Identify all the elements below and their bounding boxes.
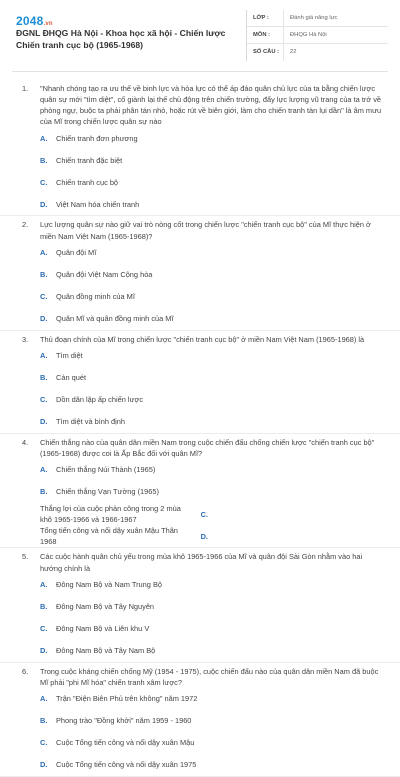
info-row-count xyxy=(247,44,388,61)
question-number: 5. xyxy=(22,552,29,562)
option-text: Cuộc Tổng tiến công và nổi dậy xuân 1975 xyxy=(56,760,197,770)
question-item xyxy=(0,331,400,434)
option-letter: A. xyxy=(40,133,48,143)
option-text: Đông Nam Bộ và Nam Trung Bộ xyxy=(56,580,162,590)
question-stem xyxy=(22,216,386,241)
option-letter: B. xyxy=(40,155,48,165)
question-list xyxy=(0,80,400,777)
question-text: Chiến thắng nào của quân dân miền Nam trong cuộc chiến đấu chống chiến lược "chiến tranh cục bộ" (1965-1968) được coi là Ấp Bắc đối với quân Mĩ? xyxy=(40,437,375,458)
option-letter: C. xyxy=(40,738,48,748)
answer-options xyxy=(22,345,386,433)
option-letter: C. xyxy=(40,624,48,634)
option-text: Thắng lợi của cuộc phản công trong 2 mùa khô 1965-1966 và 1966-1967 xyxy=(40,503,181,525)
info-value: Đánh giá năng lực xyxy=(283,10,337,26)
question-text: Các cuộc hành quân chủ yếu trong mùa khô 1965-1966 của Mĩ và quân đội Sài Gòn nhằm vào hai hướng chính là xyxy=(40,552,363,573)
logo-suffix: .vn xyxy=(43,21,53,27)
option-letter: D. xyxy=(40,417,48,427)
answer-option[interactable] xyxy=(40,171,216,193)
option-text: Càn quét xyxy=(56,373,86,383)
option-letter: A. xyxy=(40,694,48,704)
option-text: Chiến tranh cục bộ xyxy=(56,177,119,187)
option-text: Phong trào "Đồng khởi" năm 1959 - 1960 xyxy=(56,716,192,726)
option-letter: C. xyxy=(40,292,48,302)
option-letter: C. xyxy=(200,509,208,519)
option-text: Đông Nam Bộ và Tây Nam Bộ xyxy=(56,646,156,656)
question-item xyxy=(0,434,400,549)
option-letter: D. xyxy=(40,760,48,770)
option-text: Đông Nam Bộ và Tây Nguyên xyxy=(56,602,155,612)
option-text: Chiến thắng Vạn Tường (1965) xyxy=(56,487,159,497)
question-item xyxy=(0,80,400,216)
option-letter: B. xyxy=(40,487,48,497)
info-label: LỚP : xyxy=(253,14,269,21)
answer-option[interactable] xyxy=(40,389,216,411)
option-letter: D. xyxy=(200,531,208,541)
question-stem xyxy=(22,548,386,573)
option-text: Chiến thắng Núi Thành (1965) xyxy=(56,465,156,475)
answer-option[interactable] xyxy=(40,345,216,367)
info-table xyxy=(246,10,388,61)
question-stem xyxy=(22,331,386,345)
answer-option[interactable] xyxy=(40,503,216,525)
answer-option[interactable] xyxy=(40,367,216,389)
option-letter: A. xyxy=(40,465,48,475)
question-number: 1. xyxy=(22,84,29,93)
page-title: ĐGNL ĐHQG Hà Nội - Khoa học xã hội - Chiến lược Chiến tranh cục bộ (1965-1968) xyxy=(16,28,226,50)
answer-option[interactable] xyxy=(40,618,216,640)
worksheet-header xyxy=(0,0,400,72)
info-row-subject xyxy=(247,27,388,44)
answer-option[interactable] xyxy=(40,596,216,618)
option-letter: A. xyxy=(40,248,48,258)
info-value: 22 xyxy=(283,44,296,61)
answer-option[interactable] xyxy=(40,710,216,732)
option-letter: A. xyxy=(40,351,48,361)
question-stem xyxy=(22,80,386,127)
option-text: Tìm diệt xyxy=(56,351,83,361)
option-text: Tổng tiến công và nổi dậy xuân Mậu Thân 1968 xyxy=(40,526,178,547)
header-divider xyxy=(12,71,388,72)
option-letter: D. xyxy=(40,646,48,656)
option-text: Dồn dân lập ấp chiến lược xyxy=(56,395,144,405)
question-number: 4. xyxy=(22,437,29,447)
option-letter: C. xyxy=(40,395,48,405)
option-letter: D. xyxy=(40,314,48,324)
option-letter: B. xyxy=(40,270,48,280)
info-row-class xyxy=(247,10,388,27)
answer-option[interactable] xyxy=(40,525,216,547)
answer-option[interactable] xyxy=(40,149,216,171)
question-text: Thủ đoạn chính của Mĩ trong chiến lược "chiến tranh cục bộ" ở miền Nam Việt Nam (1965-1968) là xyxy=(40,334,365,344)
info-value: ĐHQG Hà Nội xyxy=(283,27,327,43)
option-letter: C. xyxy=(40,177,48,187)
question-item xyxy=(0,663,400,777)
option-text: Quân đội Mĩ xyxy=(56,248,97,258)
question-item xyxy=(0,216,400,330)
answer-option[interactable] xyxy=(40,193,216,215)
answer-options xyxy=(22,242,386,330)
option-text: Đông Nam Bộ và Liên khu V xyxy=(56,624,150,634)
option-text: Quân đồng minh của Mĩ xyxy=(56,292,135,302)
logo-text: 2048 xyxy=(16,14,44,28)
answer-option[interactable] xyxy=(40,459,216,481)
answer-options xyxy=(22,688,386,776)
option-text: Trận "Điện Biên Phủ trên không" năm 1972 xyxy=(56,694,198,704)
answer-option[interactable] xyxy=(40,574,216,596)
answer-options xyxy=(22,127,386,215)
answer-option[interactable] xyxy=(40,640,216,662)
option-letter: D. xyxy=(40,199,48,209)
option-text: Chiến tranh đơn phương xyxy=(56,133,138,143)
question-stem xyxy=(22,663,386,688)
answer-option[interactable] xyxy=(40,732,216,754)
question-text: "Nhanh chóng tạo ra ưu thế về binh lực và hỏa lực có thể áp đảo quân chủ lực của ta bằng chiến lược quân sự mới "tìm diệt", cố giành lại thế chủ động trên chiến trường, đẩy lực lượng vũ trang của ta trở về phòng ngự, buộc ta phải phân tán nhỏ, hoặc rút về biên giới, làm cho chiến tranh tàn lụi dần" là âm mưu của Mĩ trong chiến lược quân sự nào xyxy=(40,84,382,127)
question-text: Trong cuộc kháng chiến chống Mỹ (1954 - 1975), cuộc chiến đấu nào của quân dân miền Nam đã buộc Mĩ phải "phi Mĩ hóa" chiến tranh xâm lược? xyxy=(40,666,379,687)
option-text: Quân đội Việt Nam Cộng hòa xyxy=(56,270,153,280)
question-number: 3. xyxy=(22,334,29,344)
answer-option[interactable] xyxy=(40,242,216,264)
question-number: 2. xyxy=(22,220,29,230)
option-letter: B. xyxy=(40,602,48,612)
option-text: Chiến tranh đặc biệt xyxy=(56,155,123,165)
answer-option[interactable] xyxy=(40,264,216,286)
question-text: Lực lượng quân sự nào giữ vai trò nòng cốt trong chiến lược "chiến tranh cục bộ" của Mĩ thực hiện ở miền Nam Việt Nam (1965-1968)? xyxy=(40,220,371,241)
option-text: Quân Mĩ và quân đồng minh của Mĩ xyxy=(56,314,174,324)
answer-option[interactable] xyxy=(40,688,216,710)
option-letter: B. xyxy=(40,716,48,726)
answer-option[interactable] xyxy=(40,308,216,330)
option-text: Cuộc Tổng tiến công và nổi dậy xuân Mậu xyxy=(56,738,195,748)
option-text: Tìm diệt và bình định xyxy=(56,417,126,427)
option-letter: A. xyxy=(40,580,48,590)
option-text: Việt Nam hóa chiến tranh xyxy=(56,199,140,209)
answer-option[interactable] xyxy=(40,754,216,776)
question-number: 6. xyxy=(22,666,29,676)
question-stem xyxy=(22,434,386,459)
answer-options xyxy=(22,574,386,662)
option-letter: B. xyxy=(40,373,48,383)
info-label: MÔN : xyxy=(253,31,271,38)
answer-option[interactable] xyxy=(40,286,216,308)
question-item xyxy=(0,548,400,662)
answer-option[interactable] xyxy=(40,127,216,149)
answer-option[interactable] xyxy=(40,411,216,433)
info-label: SỐ CÂU : xyxy=(253,49,280,56)
answer-option[interactable] xyxy=(40,481,216,503)
answer-options xyxy=(22,459,386,547)
